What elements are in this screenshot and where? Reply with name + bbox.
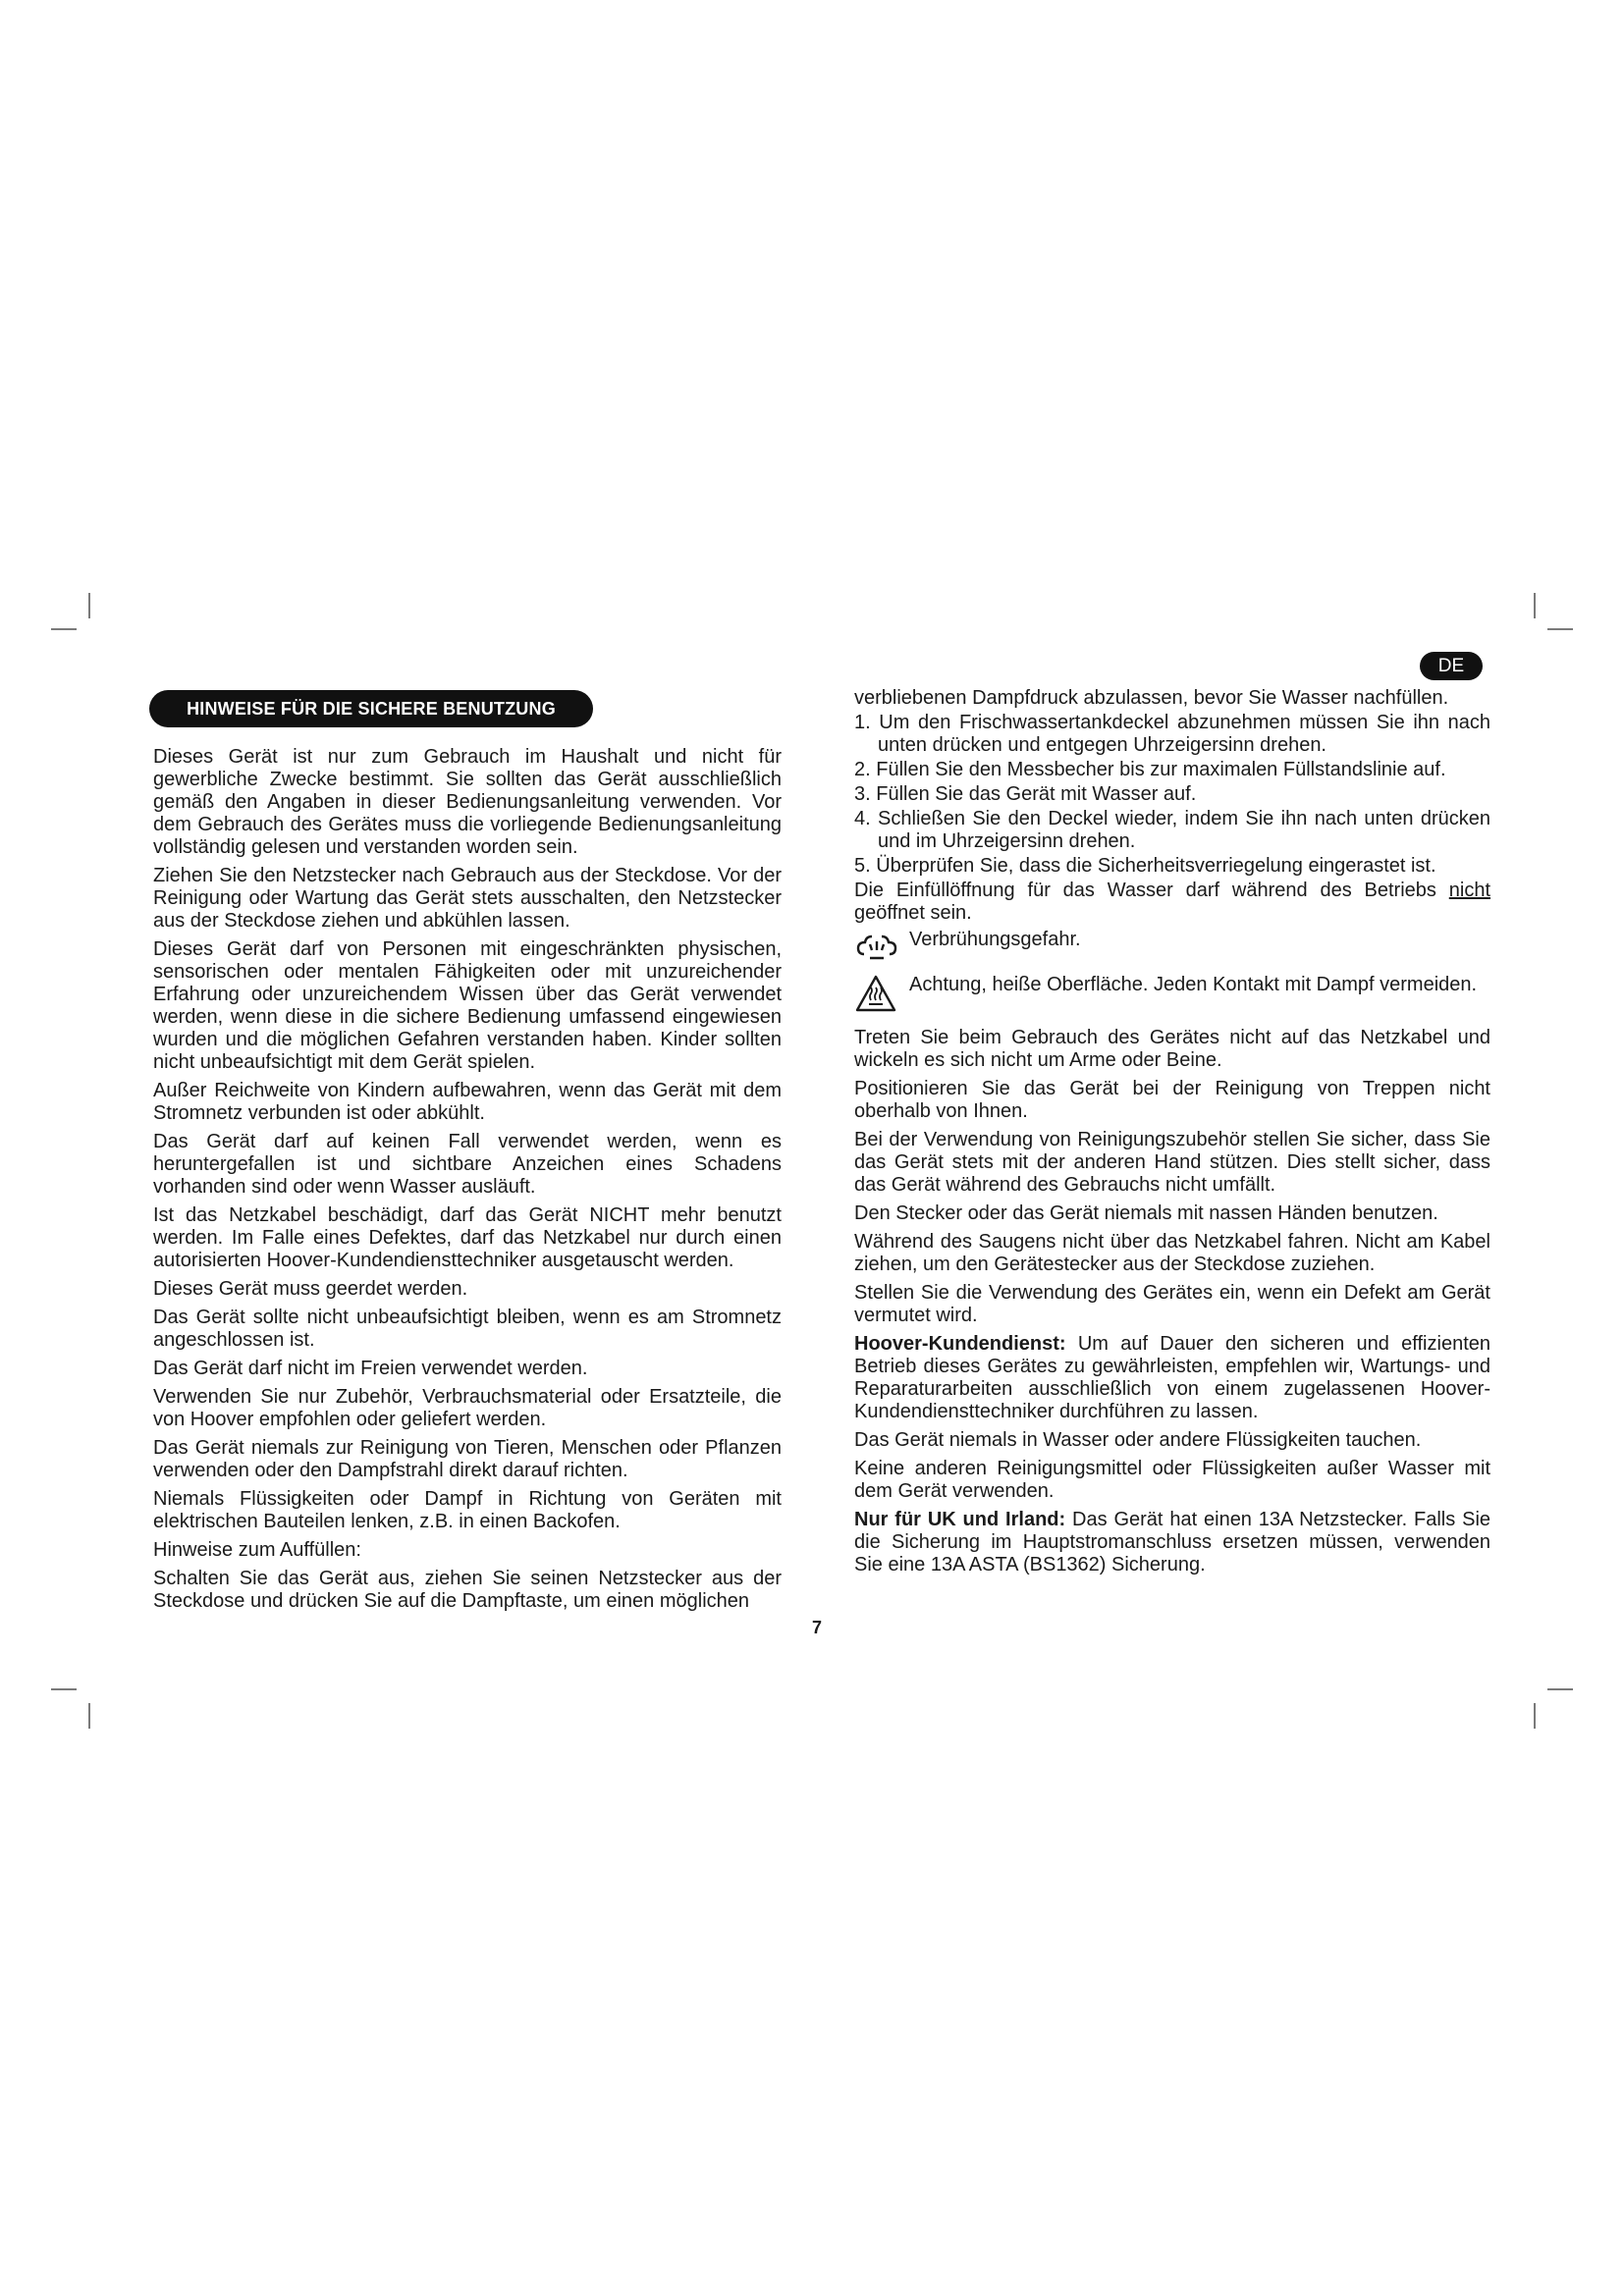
right-column [854,687,1490,1582]
scald-warning: Verbrühungsgefahr. [854,929,1490,966]
paragraph-continuation: verbliebenen Dampfdruck abzulassen, bevor Sie Wasser nachfüllen. [854,687,1449,709]
paragraph: Niemals Flüssigkeiten oder Dampf in Richtung von Geräten mit elektrischen Bauteilen lenken, z.B. in einen Backofen. [153,1488,782,1532]
step-item: 1. Um den Frischwassertankdeckel abzunehmen müssen Sie ihn nach unten drücken und entgegen Uhrzeigersinn drehen. [854,712,1490,756]
crop-mark [1547,1688,1573,1690]
uk-ireland-paragraph: Nur für UK und Irland: Das Gerät hat einen 13A Netzstecker. Falls Sie die Sicherung im Hauptstromanschluss ersetzen müssen, verwenden Sie eine 13A ASTA (BS1362) Sicherung. [854,1509,1491,1575]
paragraph: Dieses Gerät ist nur zum Gebrauch im Haushalt und nicht für gewerbliche Zwecke bestimmt. Sie sollten das Gerät ausschließlich gemäß den Angaben in dieser Bedienungsanleitung verwenden. Vor dem Gebrauch des Gerätes muss die vorliegende Bedienungsanleitung vollständig gelesen und verstanden worden sein. [153,746,782,858]
crop-mark [88,1703,90,1729]
paragraph: Außer Reichweite von Kindern aufbewahren, wenn das Gerät mit dem Stromnetz verbunden ist oder abkühlt. [153,1080,782,1124]
paragraph: Dieses Gerät darf von Personen mit eingeschränkten physischen, sensorischen oder mentalen Fähigkeiten oder mit unzureichender Erfahrung oder unzureichendem Wissen über das Gerät verwendet werden, wenn diese in die sichere Bedienung umfassend eingewiesen wurden und die möglichen Gefahren verstanden haben. Kinder sollten nicht unbeaufsichtigt mit dem Gerät spielen. [153,938,782,1073]
subheading-refill: Hinweise zum Auffüllen: [153,1539,361,1561]
paragraph: Ist das Netzkabel beschädigt, darf das Gerät NICHT mehr benutzt werden. Im Falle eines Defektes, darf das Netzkabel nur durch einen autorisierten Hoover-Kundendiensttechniker ausgetauscht werden. [153,1204,782,1271]
paragraph: Keine anderen Reinigungsmittel oder Flüssigkeiten außer Wasser mit dem Gerät verwenden. [854,1458,1490,1502]
paragraph: Bei der Verwendung von Reinigungszubehör stellen Sie sicher, dass Sie das Gerät stets mit der anderen Hand stützen. Dies stellt sicher, dass das Gerät während des Gebrauchs nicht umfällt. [854,1129,1490,1196]
paragraph: Stellen Sie die Verwendung des Gerätes ein, wenn ein Defekt am Gerät vermutet wird. [854,1282,1490,1326]
crop-mark [1534,1703,1536,1729]
crop-mark [1547,628,1573,630]
step-item: 3. Füllen Sie das Gerät mit Wasser auf. [854,783,1197,805]
paragraph: Das Gerät darf auf keinen Fall verwendet werden, wenn es heruntergefallen ist und sichtbare Anzeichen eines Schadens vorhanden sind oder wenn Wasser ausläuft. [153,1131,782,1198]
step-item: 5. Überprüfen Sie, dass die Sicherheitsverriegelung eingerastet ist. [854,855,1436,877]
paragraph: Treten Sie beim Gebrauch des Gerätes nicht auf das Netzkabel und wickeln es sich nicht um Arme oder Beine. [854,1027,1490,1071]
paragraph-filler-opening: Die Einfüllöffnung für das Wasser darf während des Betriebs nicht geöffnet sein. [854,880,1491,924]
step-item: 4. Schließen Sie den Deckel wieder, indem Sie ihn nach unten drücken und im Uhrzeigersinn drehen. [854,808,1490,852]
paragraph: Positionieren Sie das Gerät bei der Reinigung von Treppen nicht oberhalb von Ihnen. [854,1078,1490,1122]
paragraph: Das Gerät niemals zur Reinigung von Tieren, Menschen oder Pflanzen verwenden oder den Dampfstrahl direkt darauf richten. [153,1437,782,1481]
paragraph: Während des Saugens nicht über das Netzkabel fahren. Nicht am Kabel ziehen, um den Gerätestecker aus der Steckdose zuziehen. [854,1231,1490,1275]
hot-surface-warning-icon [854,974,909,1019]
left-column [153,746,782,1619]
paragraph: Ziehen Sie den Netzstecker nach Gebrauch aus der Steckdose. Vor der Reinigung oder Wartung das Gerät stets ausschalten, den Netzstecker aus der Steckdose ziehen und abkühlen lassen. [153,865,782,932]
page-number: 7 [811,1618,822,1637]
paragraph: Verwenden Sie nur Zubehör, Verbrauchsmaterial oder Ersatzteile, die von Hoover empfohlen oder geliefert werden. [153,1386,782,1430]
paragraph: Dieses Gerät muss geerdet werden. [153,1278,468,1300]
paragraph: Schalten Sie das Gerät aus, ziehen Sie seinen Netzstecker aus der Steckdose und drücken Sie auf die Dampftaste, um einen möglichen [153,1568,782,1612]
crop-mark [51,1688,77,1690]
section-heading: HINWEISE FÜR DIE SICHERE BENUTZUNG [149,690,593,727]
steam-scald-icon [854,929,909,966]
hot-surface-warning: Achtung, heiße Oberfläche. Jeden Kontakt mit Dampf vermeiden. [854,974,1490,1019]
paragraph: Das Gerät darf nicht im Freien verwendet werden. [153,1358,588,1379]
service-paragraph: Hoover-Kundendienst: Um auf Dauer den sicheren und effizienten Betrieb dieses Gerätes zu gewährleisten, empfehlen wir, Wartungs- und Reparaturarbeiten ausschließlich von einem zugelassenen Hoover-Kundendiensttechniker durchführen zu lassen. [854,1333,1490,1422]
crop-mark [1534,593,1536,618]
paragraph: Das Gerät niemals in Wasser oder andere Flüssigkeiten tauchen. [854,1429,1422,1451]
paragraph: Das Gerät sollte nicht unbeaufsichtigt bleiben, wenn es am Stromnetz angeschlossen ist. [153,1307,782,1351]
step-item: 2. Füllen Sie den Messbecher bis zur maximalen Füllstandslinie auf. [854,759,1446,780]
crop-mark [51,628,77,630]
paragraph: Den Stecker oder das Gerät niemals mit nassen Händen benutzen. [854,1202,1438,1224]
crop-mark [88,593,90,618]
language-badge: DE [1420,652,1483,680]
